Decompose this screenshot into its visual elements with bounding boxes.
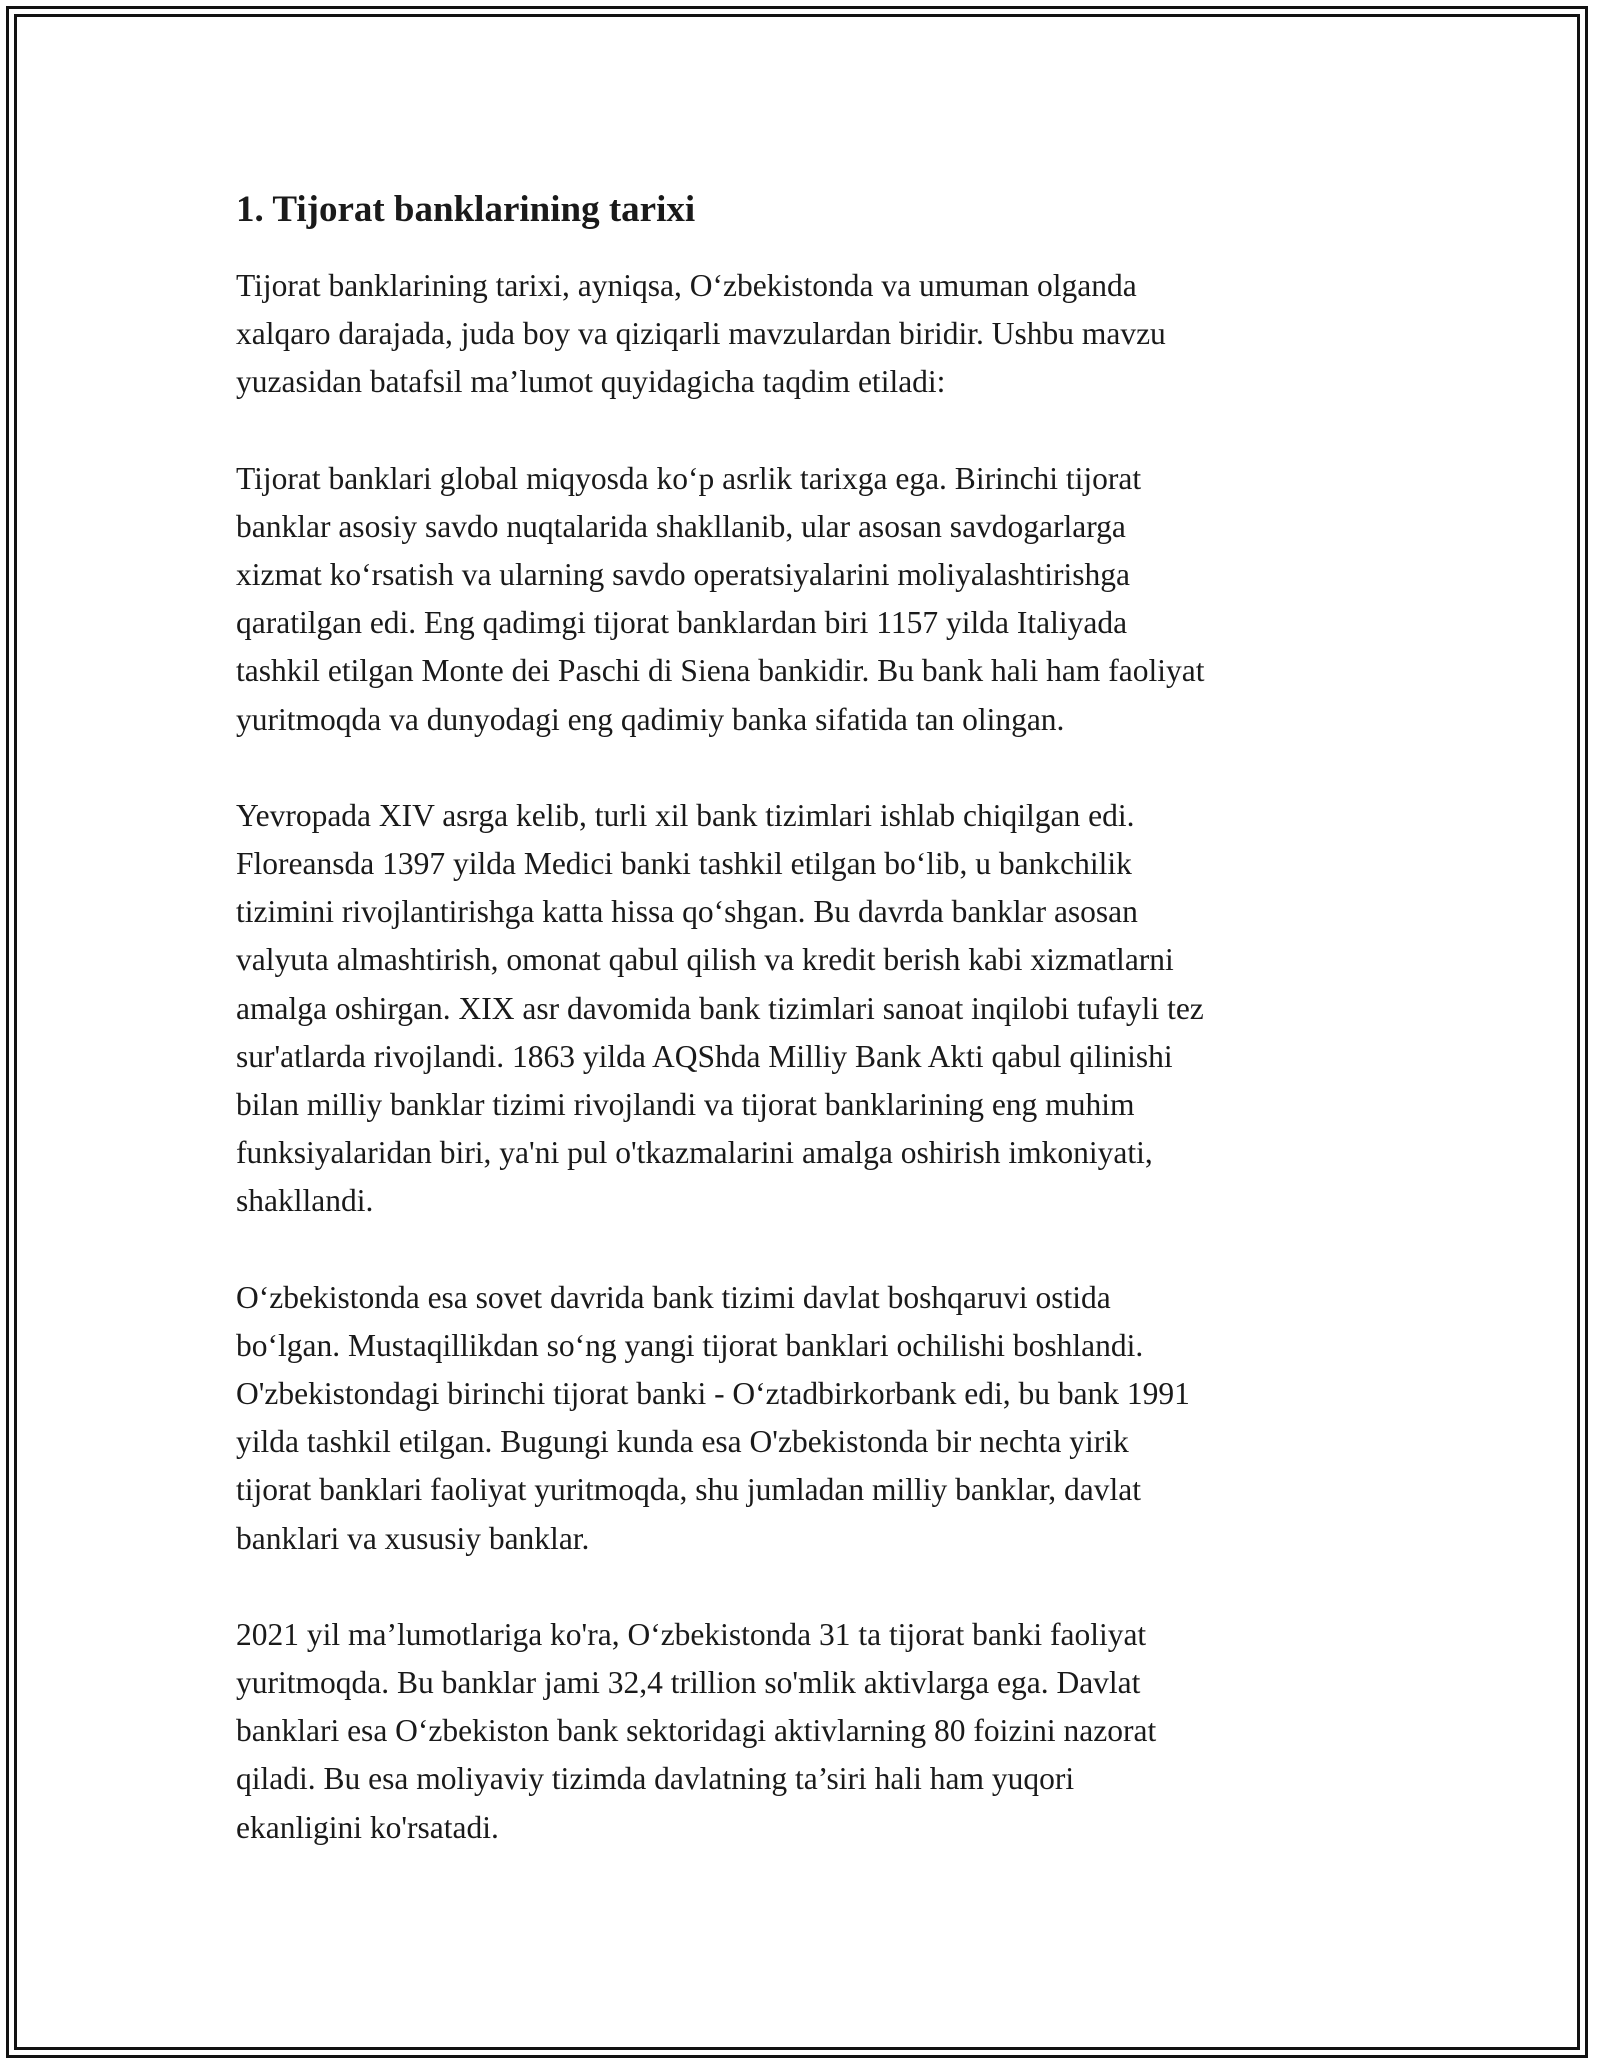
text-line: 2021 yil ma’lumotlariga ko'ra, O‘zbekistonda 31 ta tijorat banki faoliyat: [236, 1616, 1147, 1652]
text-line: yuritmoqda va dunyodagi eng qadimiy banka sifatida tan olingan.: [236, 701, 1065, 737]
text-line: shakllandi.: [236, 1183, 374, 1219]
text-line: qiladi. Bu esa moliyaviy tizimda davlatning ta’siri hali ham yuqori: [236, 1761, 1075, 1797]
text-line: Floreansda 1397 yilda Medici banki tashkil etilgan bo‘lib, u bankchilik: [236, 846, 1132, 882]
text-line: banklari va xususiy banklar.: [236, 1520, 590, 1556]
text-line: xalqaro darajada, juda boy va qiziqarli mavzulardan biridir. Ushbu mavzu: [236, 316, 1166, 352]
document-body: [236, 186, 1366, 1900]
paragraph-intro: [236, 262, 1366, 407]
text-line: Tijorat banklarining tarixi, ayniqsa, O‘zbekistonda va umuman olganda: [236, 268, 1137, 303]
text-line: qaratilgan edi. Eng qadimgi tijorat banklardan biri 1157 yilda Italiyada: [236, 605, 1128, 641]
text-line: yuzasidan batafsil ma’lumot quyidagicha taqdim etiladi:: [236, 364, 946, 400]
text-line: banklar asosiy savdo nuqtalarida shakllanib, ular asosan savdogarlarga: [236, 508, 1126, 544]
text-line: O'zbekistondagi birinchi tijorat banki - O‘ztadbirkorbank edi, bu bank 1991: [236, 1376, 1190, 1412]
paragraph-uzbekistan-history: [236, 1274, 1366, 1563]
text-line: tizimini rivojlantirishga katta hissa qo‘shgan. Bu davrda banklar asosan: [236, 894, 1138, 930]
text-line: O‘zbekistonda esa sovet davrida bank tizimi davlat boshqaruvi ostida: [236, 1279, 1111, 1315]
text-line: ekanligini ko'rsatadi.: [236, 1809, 499, 1845]
text-line: sur'atlarda rivojlandi. 1863 yilda AQShda Milliy Bank Akti qabul qilinishi: [236, 1038, 1173, 1074]
paragraph-europe-history: [236, 792, 1366, 1226]
text-line: funksiyalaridan biri, ya'ni pul o'tkazmalarini amalga oshirish imkoniyati,: [236, 1135, 1153, 1171]
text-line: banklari esa O‘zbekiston bank sektoridagi aktivlarning 80 foizini nazorat: [236, 1713, 1157, 1749]
text-line: tashkil etilgan Monte dei Paschi di Siena bankidir. Bu bank hali ham faoliyat: [236, 653, 1205, 689]
text-line: Yevropada XIV asrga kelib, turli xil bank tizimlari ishlab chiqilgan edi.: [236, 797, 1135, 833]
text-line: valyuta almashtirish, omonat qabul qilish va kredit berish kabi xizmatlarni: [236, 942, 1174, 978]
section-heading: 1. Tijorat banklarining tarixi: [236, 189, 696, 230]
text-line: tijorat banklari faoliyat yuritmoqda, shu jumladan milliy banklar, davlat: [236, 1472, 1142, 1508]
text-line: bilan milliy banklar tizimi rivojlandi va tijorat banklarining eng muhim: [236, 1087, 1135, 1123]
text-line: yilda tashkil etilgan. Bugungi kunda esa O'zbekistonda bir nechta yirik: [236, 1424, 1129, 1460]
paragraph-statistics-2021: [236, 1611, 1366, 1852]
text-line: yuritmoqda. Bu banklar jami 32,4 trillion so'mlik aktivlarga ega. Davlat: [236, 1665, 1141, 1701]
text-line: Tijorat banklari global miqyosda ko‘p asrlik tarixga ega. Birinchi tijorat: [236, 460, 1142, 496]
text-line: xizmat ko‘rsatish va ularning savdo operatsiyalarini moliyalashtirishga: [236, 557, 1131, 593]
paragraph-global-history: [236, 455, 1366, 744]
text-line: amalga oshirgan. XIX asr davomida bank tizimlari sanoat inqilobi tufayli tez: [236, 990, 1204, 1026]
text-line: bo‘lgan. Mustaqillikdan so‘ng yangi tijorat banklari ochilishi boshlandi.: [236, 1327, 1144, 1363]
